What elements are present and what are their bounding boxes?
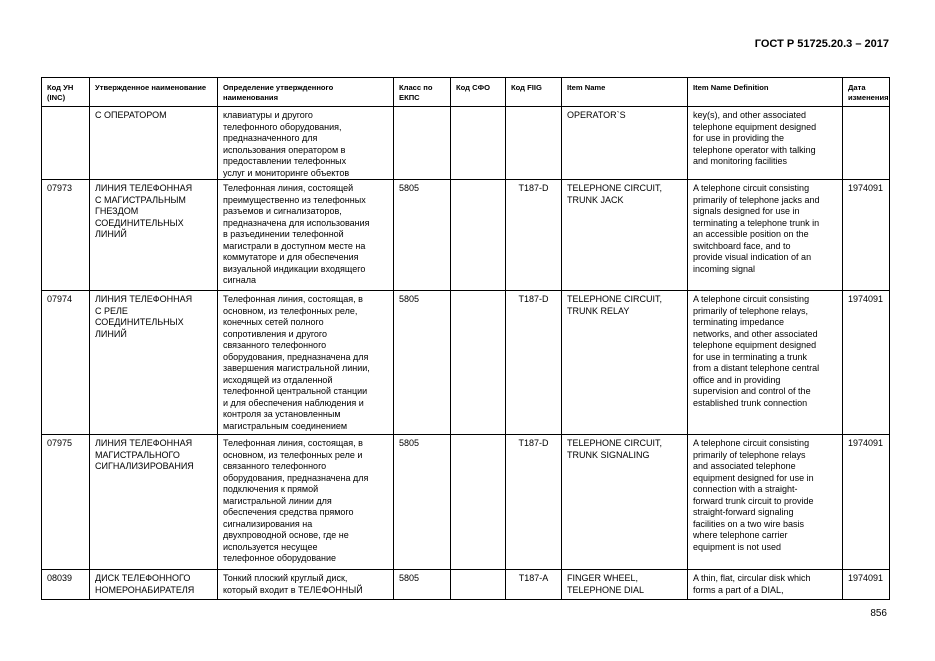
cell-date: 1974091 (843, 291, 890, 435)
col-item-name-definition: Item Name Definition (688, 78, 843, 107)
cell-inc: 07973 (42, 180, 90, 291)
col-fiig: Код FIIG (506, 78, 562, 107)
cell-inc: 07974 (42, 291, 90, 435)
col-date: Дата изменения (843, 78, 890, 107)
cell-inc: 07975 (42, 435, 90, 570)
cell-name-ru: ЛИНИЯ ТЕЛЕФОННАЯ С РЕЛЕ СОЕДИНИТЕЛЬНЫХ ЛИНИЙ (90, 291, 218, 435)
cell-fsc (394, 107, 451, 180)
col-fsc: Класс по ЕКПС (394, 78, 451, 107)
table-row (42, 570, 890, 600)
cell-definition-ru: Телефонная линия, состоящей преимущественно из телефонных разъемов и сигнализаторов, предназначена для использования в разъединении телефонной магистрали в доступном месте на коммутаторе и для обеспечения визуальной индикации входящего сигнала (218, 180, 394, 291)
cell-item-name: FINGER WHEEL, TELEPHONE DIAL (562, 570, 688, 600)
cell-fsc: 5805 (394, 291, 451, 435)
cell-item-name-definition: A thin, flat, circular disk which forms a part of a DIAL, (688, 570, 843, 600)
header-row (42, 78, 890, 107)
cell-definition-ru: Тонкий плоский круглый диск, который входит в ТЕЛЕФОННЫЙ (218, 570, 394, 600)
cell-item-name-definition: A telephone circuit consisting primarily of telephone jacks and signals designed for use in terminating a telephone trunk in an accessible position on the switchboard face, and to provide visual indication of an incoming signal (688, 180, 843, 291)
col-sfo: Код СФО (451, 78, 506, 107)
table-row (42, 291, 890, 435)
cell-fiig: T187-D (506, 291, 562, 435)
cell-sfo (451, 107, 506, 180)
cell-item-name: OPERATOR`S (562, 107, 688, 180)
name-definition-table (41, 77, 890, 600)
table-header (42, 78, 890, 107)
cell-fsc: 5805 (394, 180, 451, 291)
cell-item-name: TELEPHONE CIRCUIT, TRUNK JACK (562, 180, 688, 291)
cell-item-name-definition: key(s), and other associated telephone equipment designed for use in providing the telephone operator with talking and monitoring facilities (688, 107, 843, 180)
table-row (42, 180, 890, 291)
cell-definition-ru: Телефонная линия, состоящая, в основном, из телефонных реле и связанного телефонного оборудования, предназначена для подключения к прямой магистральной линии для обеспечения средства прямого сигнализирования на двухпроводной основе, где не используется несущее телефонное оборудование (218, 435, 394, 570)
cell-inc (42, 107, 90, 180)
col-name-ru: Утвержденное наименование (90, 78, 218, 107)
cell-definition-ru: Телефонная линия, состоящая, в основном, из телефонных реле, конечных сетей полного сопротивления и другого связанного телефонного оборудования, предназначена для завершения магистральной линии, исходящей из отдаленной телефонной центральной станции и для обеспечения наблюдения и контроля за установленным магистральным соединением (218, 291, 394, 435)
col-definition-ru: Определение утвержденного наименования (218, 78, 394, 107)
cell-inc: 08039 (42, 570, 90, 600)
cell-sfo (451, 180, 506, 291)
cell-item-name: TELEPHONE CIRCUIT, TRUNK SIGNALING (562, 435, 688, 570)
cell-date: 1974091 (843, 435, 890, 570)
col-inc: Код УН (INC) (42, 78, 90, 107)
cell-date: 1974091 (843, 570, 890, 600)
cell-name-ru: С ОПЕРАТОРОМ (90, 107, 218, 180)
cell-fiig: T187-D (506, 435, 562, 570)
cell-fiig (506, 107, 562, 180)
table-row (42, 435, 890, 570)
cell-name-ru: ЛИНИЯ ТЕЛЕФОННАЯ МАГИСТРАЛЬНОГО СИГНАЛИЗИРОВАНИЯ (90, 435, 218, 570)
cell-fsc: 5805 (394, 570, 451, 600)
cell-name-ru: ЛИНИЯ ТЕЛЕФОННАЯ С МАГИСТРАЛЬНЫМ ГНЕЗДОМ СОЕДИНИТЕЛЬНЫХ ЛИНИЙ (90, 180, 218, 291)
cell-item-name-definition: A telephone circuit consisting primarily of telephone relays, terminating impedance networks, and other associated telephone equipment designed for use in terminating a trunk from a distant telephone central office and in providing supervision and control of the established trunk connection (688, 291, 843, 435)
table-row (42, 107, 890, 180)
cell-item-name: TELEPHONE CIRCUIT, TRUNK RELAY (562, 291, 688, 435)
cell-date: 1974091 (843, 180, 890, 291)
document-header-title: ГОСТ Р 51725.20.3 – 2017 (754, 38, 889, 50)
cell-fiig: T187-D (506, 180, 562, 291)
cell-definition-ru: клавиатуры и другого телефонного оборудования, предназначенного для использования оператором в предоставлении телефонных услуг и мониторинге объектов (218, 107, 394, 180)
cell-item-name-definition: A telephone circuit consisting primarily of telephone relays and associated telephone equipment designed for use in connection with a straight- forward trunk circuit to provide straight-forward signaling facilities on a two wire basis where telephone carrier equipment is not used (688, 435, 843, 570)
cell-sfo (451, 570, 506, 600)
cell-sfo (451, 291, 506, 435)
cell-sfo (451, 435, 506, 570)
page-number: 856 (870, 608, 887, 619)
cell-fsc: 5805 (394, 435, 451, 570)
cell-fiig: T187-A (506, 570, 562, 600)
cell-name-ru: ДИСК ТЕЛЕФОННОГО НОМЕРОНАБИРАТЕЛЯ (90, 570, 218, 600)
col-item-name: Item Name (562, 78, 688, 107)
cell-date (843, 107, 890, 180)
